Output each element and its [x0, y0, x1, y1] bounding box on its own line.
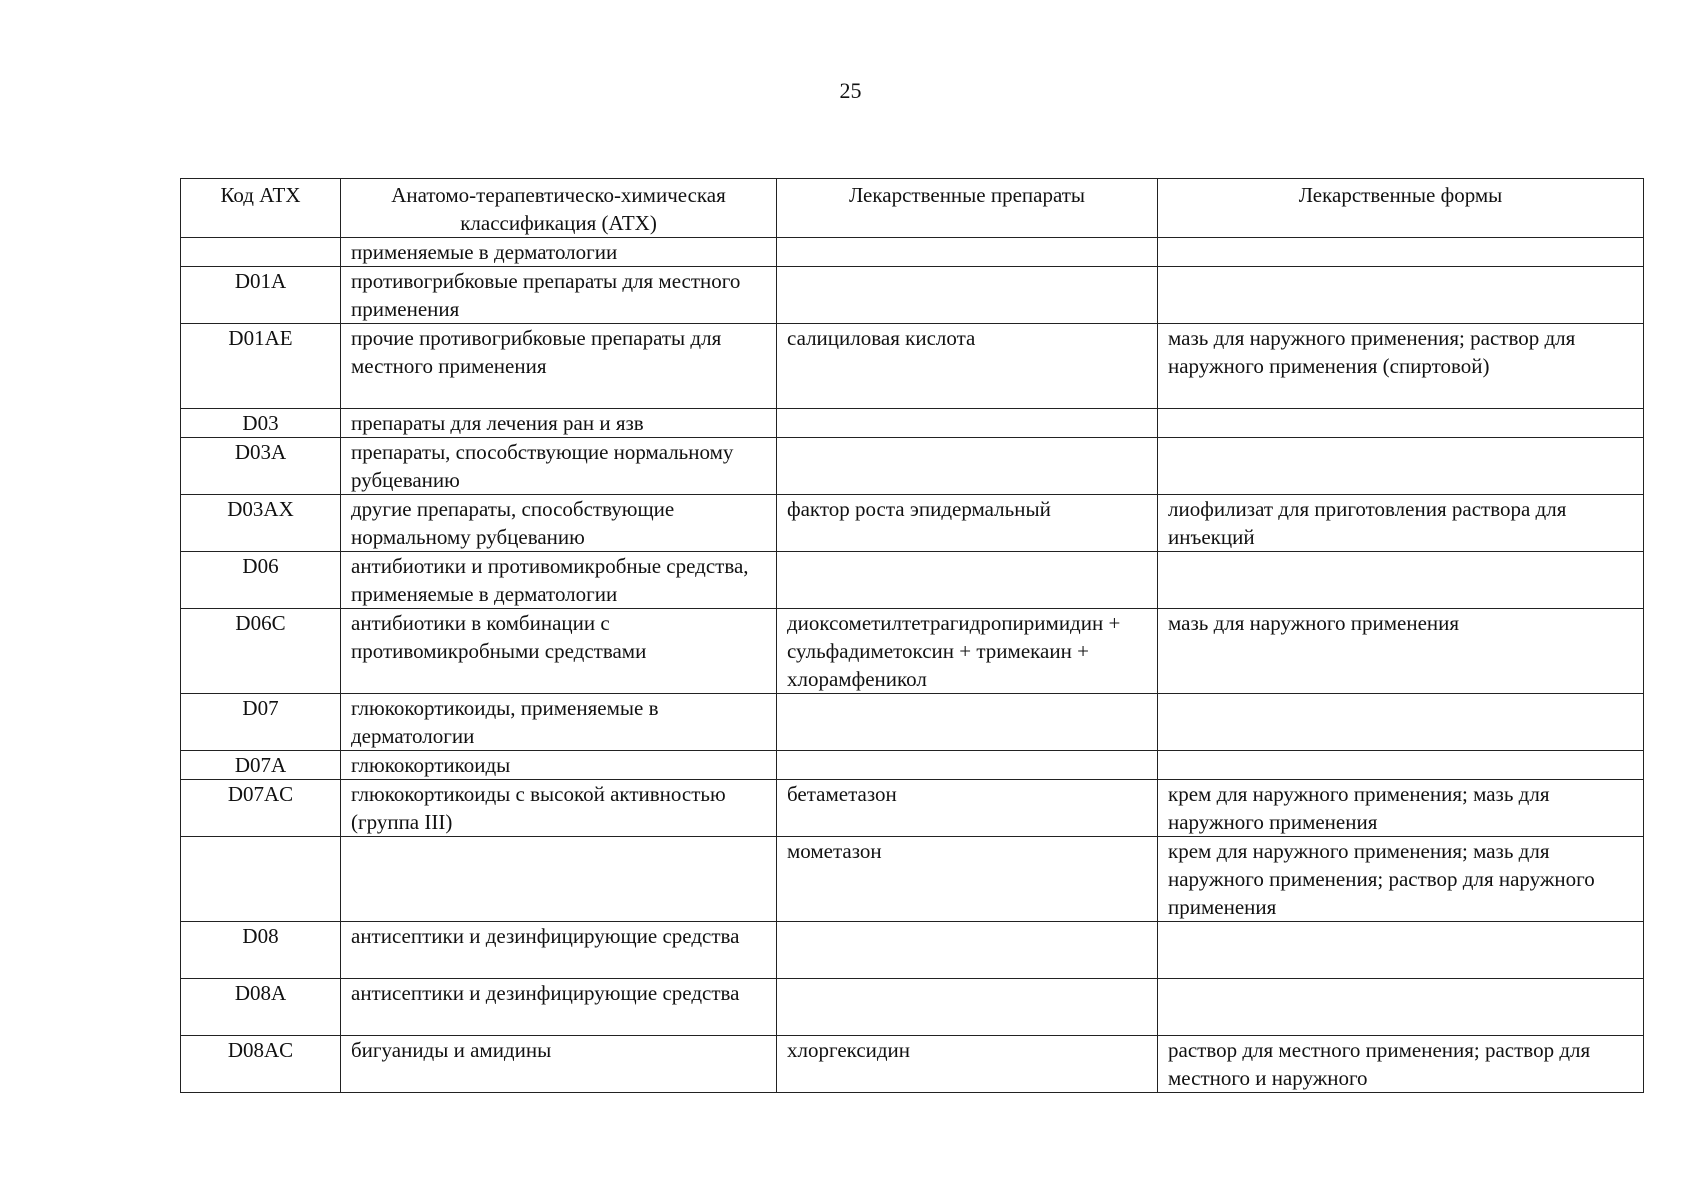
table-row [181, 552, 1644, 609]
cell-classification: глюкокортикоиды, применяемые в дерматологии [341, 694, 777, 751]
table-row [181, 837, 1644, 922]
atc-drug-table [180, 178, 1644, 1093]
cell-classification: антисептики и дезинфицирующие средства [341, 922, 777, 979]
table-row [181, 780, 1644, 837]
cell-classification [341, 837, 777, 922]
table-row [181, 495, 1644, 552]
cell-code: D08AC [181, 1036, 341, 1093]
cell-code: D07 [181, 694, 341, 751]
cell-code: D01AE [181, 324, 341, 409]
cell-drug [777, 552, 1158, 609]
cell-drug [777, 267, 1158, 324]
cell-code: D01A [181, 267, 341, 324]
cell-code: D07A [181, 751, 341, 780]
cell-drug [777, 409, 1158, 438]
table-row [181, 1036, 1644, 1093]
cell-code [181, 238, 341, 267]
cell-drug: мометазон [777, 837, 1158, 922]
page-number: 25 [839, 78, 862, 103]
cell-classification: глюкокортикоиды с высокой активностью (группа III) [341, 780, 777, 837]
cell-classification: другие препараты, способствующие нормальному рубцеванию [341, 495, 777, 552]
cell-drug: диоксометилтетрагидропиримидин + сульфадиметоксин + тримекаин + хлорамфеникол [777, 609, 1158, 694]
cell-code: D03A [181, 438, 341, 495]
table-row [181, 267, 1644, 324]
table-row [181, 238, 1644, 267]
cell-form: раствор для местного применения; раствор для местного и наружного [1158, 1036, 1644, 1093]
cell-classification: прочие противогрибковые препараты для местного применения [341, 324, 777, 409]
table-header-row [181, 179, 1644, 238]
header-dosage-forms: Лекарственные формы [1158, 179, 1644, 238]
cell-drug [777, 694, 1158, 751]
cell-form [1158, 979, 1644, 1036]
cell-classification: глюкокортикоиды [341, 751, 777, 780]
cell-drug [777, 979, 1158, 1036]
cell-code: D06C [181, 609, 341, 694]
cell-form [1158, 694, 1644, 751]
cell-drug [777, 922, 1158, 979]
cell-classification: антибиотики в комбинации с противомикробными средствами [341, 609, 777, 694]
header-atc-code: Код АТХ [181, 179, 341, 238]
table-row [181, 324, 1644, 409]
cell-code: D06 [181, 552, 341, 609]
table-row [181, 409, 1644, 438]
cell-code: D07AC [181, 780, 341, 837]
cell-code: D03AX [181, 495, 341, 552]
cell-form [1158, 552, 1644, 609]
header-atc-classification: Анатомо-терапевтическо-химическая классификация (АТХ) [341, 179, 777, 238]
cell-classification: бигуаниды и амидины [341, 1036, 777, 1093]
cell-drug [777, 751, 1158, 780]
cell-form: мазь для наружного применения [1158, 609, 1644, 694]
cell-form: крем для наружного применения; мазь для наружного применения; раствор для наружного применения [1158, 837, 1644, 922]
cell-classification: препараты, способствующие нормальному рубцеванию [341, 438, 777, 495]
cell-form [1158, 438, 1644, 495]
cell-form: мазь для наружного применения; раствор для наружного применения (спиртовой) [1158, 324, 1644, 409]
cell-code: D08A [181, 979, 341, 1036]
cell-code: D03 [181, 409, 341, 438]
table-row [181, 979, 1644, 1036]
table-row [181, 694, 1644, 751]
header-drugs: Лекарственные препараты [777, 179, 1158, 238]
cell-drug [777, 438, 1158, 495]
cell-classification: препараты для лечения ран и язв [341, 409, 777, 438]
table-row [181, 922, 1644, 979]
cell-form: лиофилизат для приготовления раствора для инъекций [1158, 495, 1644, 552]
table-row [181, 751, 1644, 780]
cell-code [181, 837, 341, 922]
cell-form: крем для наружного применения; мазь для наружного применения [1158, 780, 1644, 837]
cell-form [1158, 751, 1644, 780]
cell-form [1158, 922, 1644, 979]
table-row [181, 609, 1644, 694]
cell-drug: фактор роста эпидермальный [777, 495, 1158, 552]
table-row [181, 438, 1644, 495]
cell-drug: хлоргексидин [777, 1036, 1158, 1093]
cell-drug [777, 238, 1158, 267]
cell-form [1158, 409, 1644, 438]
cell-classification: применяемые в дерматологии [341, 238, 777, 267]
cell-code: D08 [181, 922, 341, 979]
cell-drug: бетаметазон [777, 780, 1158, 837]
cell-classification: антибиотики и противомикробные средства, применяемые в дерматологии [341, 552, 777, 609]
cell-form [1158, 238, 1644, 267]
cell-classification: антисептики и дезинфицирующие средства [341, 979, 777, 1036]
cell-drug: салициловая кислота [777, 324, 1158, 409]
cell-classification: противогрибковые препараты для местного применения [341, 267, 777, 324]
cell-form [1158, 267, 1644, 324]
